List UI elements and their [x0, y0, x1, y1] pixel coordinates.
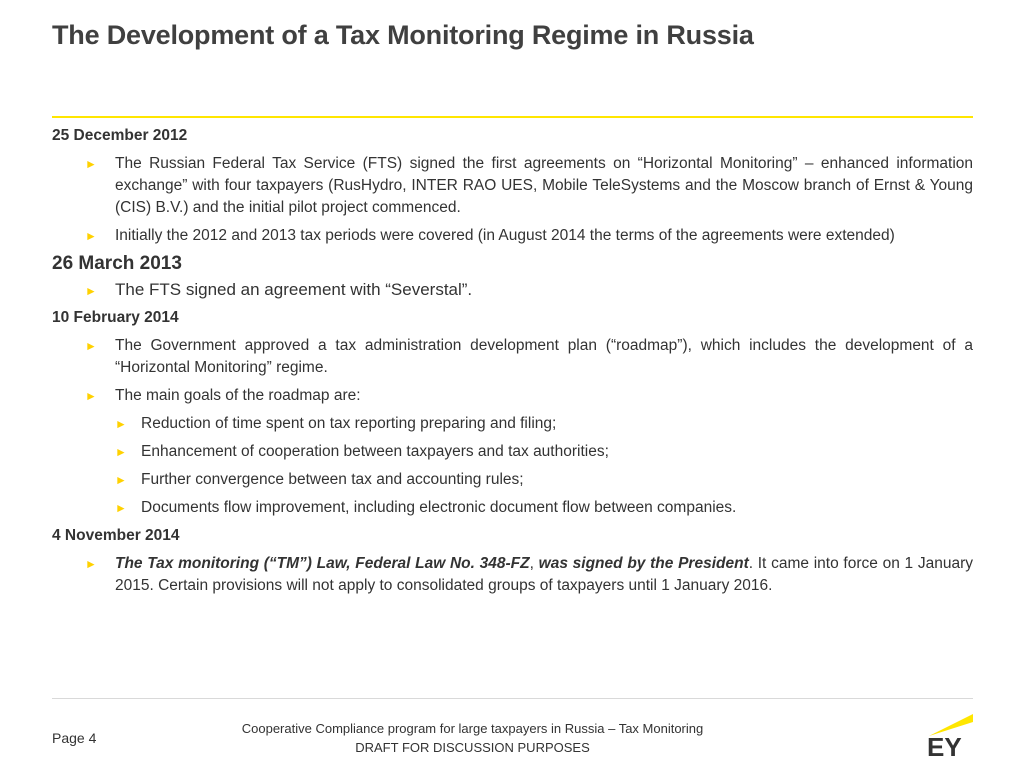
list-item-text: Initially the 2012 and 2013 tax periods were covered (in August 2014 the terms of the agreements were extended) [115, 227, 895, 244]
sub-list-item [52, 469, 973, 491]
list-item-text: The main goals of the roadmap are: [115, 387, 361, 404]
list-item [52, 385, 973, 407]
list-item-text [115, 555, 973, 594]
bullet-list [52, 153, 973, 247]
separator-text: , [529, 555, 539, 572]
footer-program-title: Cooperative Compliance program for large taxpayers in Russia – Tax Monitoring [241, 721, 704, 736]
list-item-text: The FTS signed an agreement with “Severstal”. [115, 280, 473, 299]
list-item-text: Reduction of time spent on tax reporting preparing and filing; [141, 415, 557, 432]
sub-list-item [52, 413, 973, 435]
signed-text: was signed by the President [538, 555, 749, 572]
list-item [52, 553, 973, 597]
date-heading: 25 December 2012 [52, 127, 188, 144]
bullet-arrow-icon: ► [85, 284, 97, 298]
ey-logo-text: EY [927, 732, 962, 758]
title-divider [52, 116, 973, 118]
list-item [52, 225, 973, 247]
footer-caption [200, 719, 745, 757]
bullet-arrow-icon: ► [115, 473, 127, 487]
sub-list-item [52, 441, 973, 463]
date-heading: 26 March 2013 [52, 253, 182, 274]
law-detail-text: . It came into force on 1 January 2015. Certain provisions will not apply to consolidated groups of taxpayers until 1 January 2016. [115, 555, 974, 594]
list-item-text: Enhancement of cooperation between taxpayers and tax authorities; [141, 443, 609, 460]
sub-list-item [52, 497, 973, 519]
footer-divider [52, 698, 973, 699]
bullet-list [52, 553, 973, 597]
list-item-text: Further convergence between tax and accounting rules; [141, 471, 524, 488]
date-heading: 10 February 2014 [52, 309, 179, 326]
page-title: The Development of a Tax Monitoring Regime in Russia [52, 20, 754, 50]
bullet-arrow-icon: ► [115, 417, 127, 431]
bullet-arrow-icon: ► [85, 557, 97, 571]
bullet-arrow-icon: ► [115, 445, 127, 459]
bullet-list [52, 335, 973, 519]
date-heading: 4 November 2014 [52, 527, 180, 544]
list-item-text: The Russian Federal Tax Service (FTS) signed the first agreements on “Horizontal Monitoring” – enhanced information exchange” with four taxpayers (RusHydro, INTER RAO UES, Mobile TeleSystems and the Moscow branch of Ernst & Young (CIS) B.V.) and the initial pilot project commenced. [115, 155, 973, 216]
content-body [52, 125, 973, 597]
page-number: Page 4 [52, 730, 97, 746]
list-item [52, 153, 973, 219]
law-title-text: The Tax monitoring (“TM”) Law, Federal Law No. 348-FZ [115, 555, 530, 572]
list-item-text: Documents flow improvement, including electronic document flow between companies. [141, 499, 737, 516]
bullet-arrow-icon: ► [85, 389, 97, 403]
bullet-arrow-icon: ► [85, 339, 97, 353]
bullet-arrow-icon: ► [115, 501, 127, 515]
bullet-arrow-icon: ► [85, 157, 97, 171]
bullet-arrow-icon: ► [85, 229, 97, 243]
ey-logo-icon [925, 706, 975, 758]
list-item-text: The Government approved a tax administration development plan (“roadmap”), which includes the development of a “Horizontal Monitoring” regime. [115, 337, 973, 376]
list-item [52, 279, 973, 301]
list-item [52, 335, 973, 379]
bullet-list [52, 279, 973, 301]
footer-draft-notice: DRAFT FOR DISCUSSION PURPOSES [355, 740, 590, 755]
